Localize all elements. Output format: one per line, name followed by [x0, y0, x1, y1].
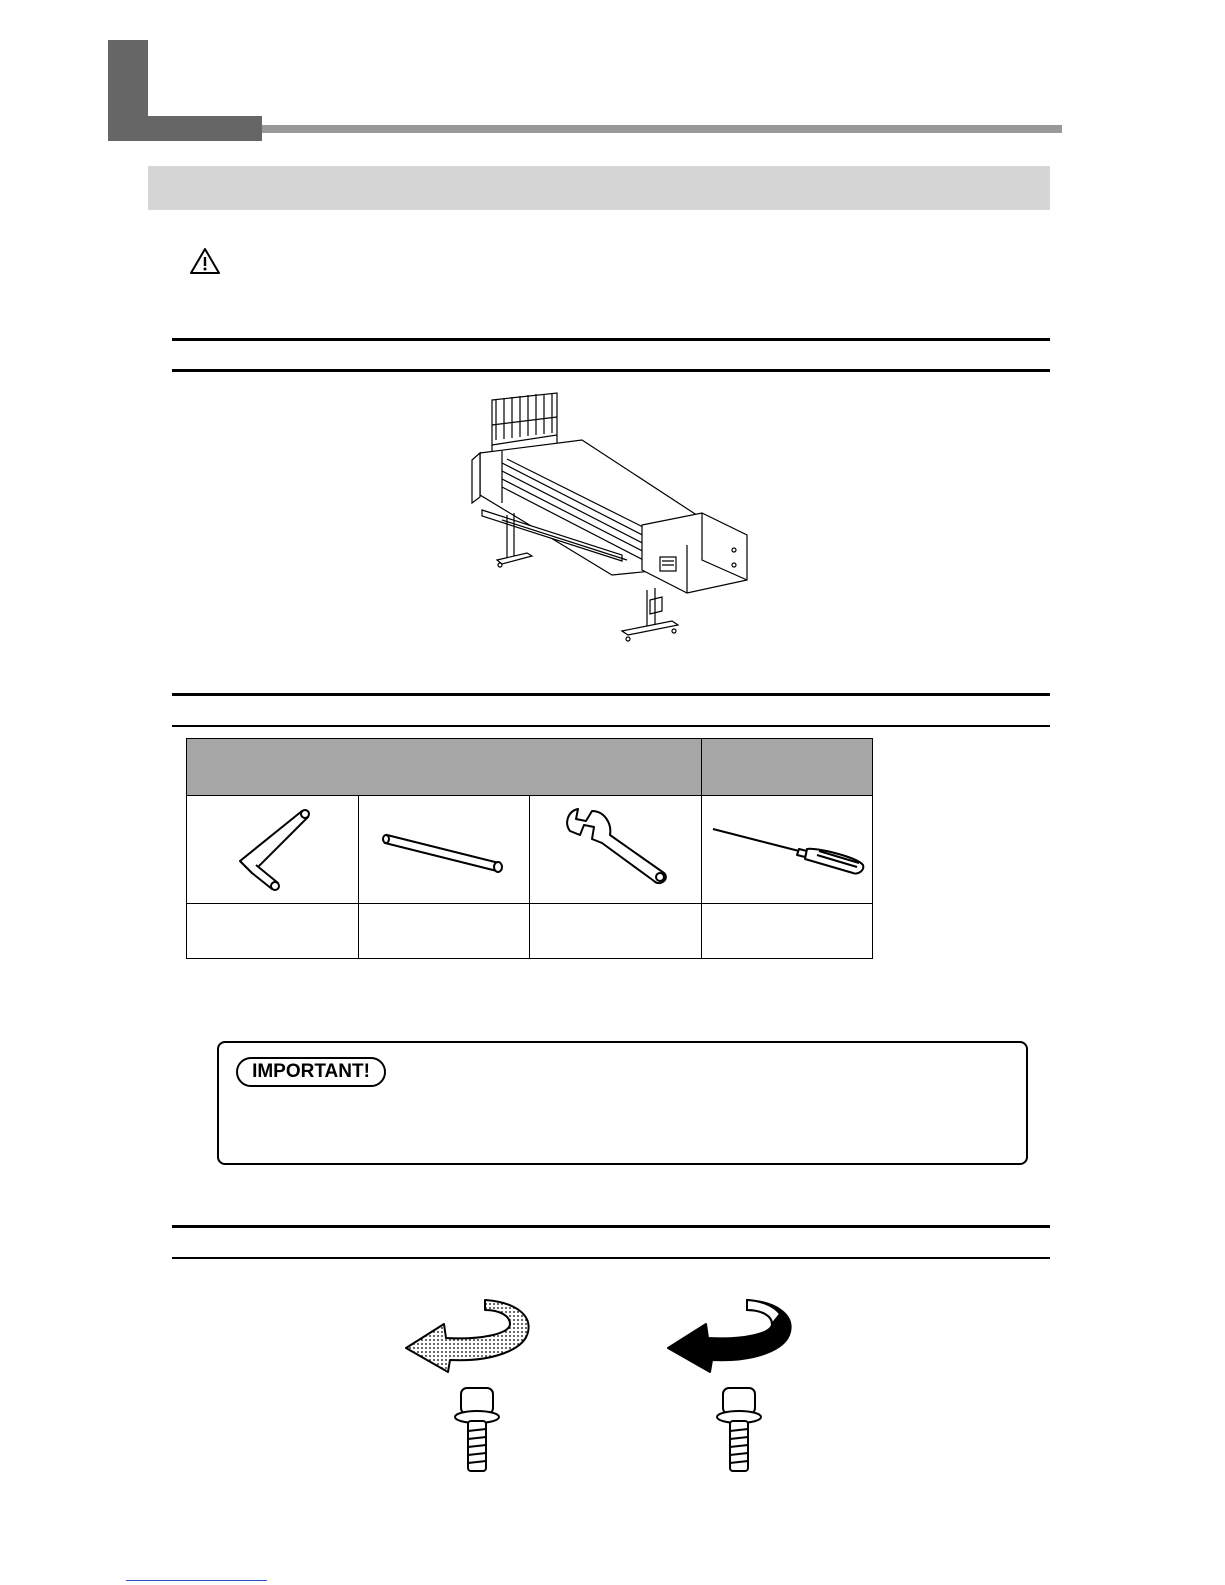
tools-table — [186, 738, 873, 959]
table-header-cell — [187, 739, 702, 796]
section-banner — [148, 166, 1050, 210]
link-underline[interactable] — [126, 1580, 267, 1581]
table-header-cell — [701, 739, 873, 796]
table-cell — [358, 903, 530, 958]
chapter-marker-base — [108, 116, 262, 141]
important-badge: IMPORTANT! — [236, 1057, 386, 1087]
heading-rule-top — [172, 1225, 1050, 1228]
hex-key-icon — [212, 803, 332, 893]
bar-icon — [379, 813, 509, 883]
table-header-row — [187, 739, 873, 796]
table-cell — [701, 903, 873, 958]
screw-icon — [714, 1385, 764, 1477]
screwdriver-icon — [707, 813, 867, 883]
heading-rule-bottom — [172, 369, 1050, 372]
heading-rule-top — [172, 693, 1050, 696]
screw-icon — [452, 1385, 502, 1477]
warning-triangle-icon — [189, 247, 221, 275]
table-cell — [358, 796, 530, 903]
table-cell — [530, 903, 702, 958]
table-cell — [701, 796, 873, 903]
heading-rule-bottom — [172, 725, 1050, 727]
table-row — [187, 796, 873, 903]
table-cell — [187, 903, 359, 958]
table-row — [187, 903, 873, 958]
heading-rule-top — [172, 338, 1050, 341]
chapter-rule — [262, 125, 1062, 133]
printer-illustration — [462, 385, 762, 650]
table-cell — [187, 796, 359, 903]
spanner-icon — [550, 803, 680, 893]
heading-rule-bottom — [172, 1257, 1050, 1259]
table-cell — [530, 796, 702, 903]
